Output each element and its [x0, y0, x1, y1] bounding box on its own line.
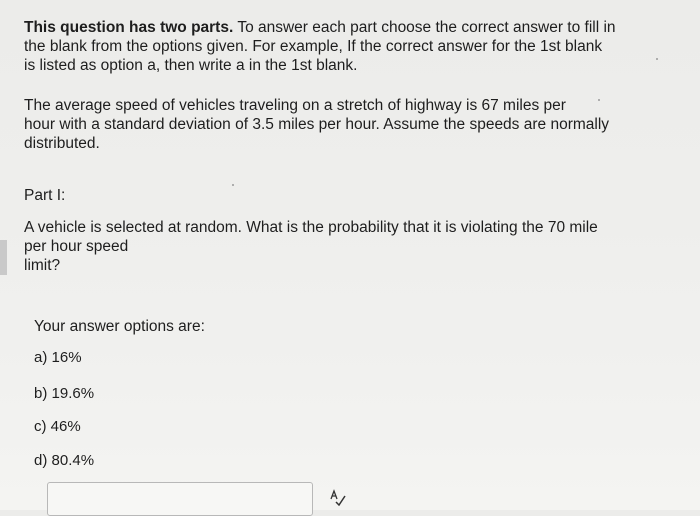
scenario-line-2: hour with a standard deviation of 3.5 miles per hour. Assume the speeds are normally — [24, 116, 610, 133]
answer-input[interactable] — [47, 482, 313, 516]
option-c: c) 46% — [34, 418, 81, 435]
option-b: b) 19.6% — [34, 385, 95, 402]
question-line-1: A vehicle is selected at random. What is the probability that it is violating the 70 mile — [24, 219, 598, 236]
instructions-line-3: is listed as option a, then write a in the 1st blank. — [24, 57, 358, 74]
speck — [232, 184, 234, 186]
instructions-bold-lead: This question has two parts. — [24, 19, 234, 36]
speck — [598, 99, 600, 101]
part-title-text: Part I: — [24, 187, 66, 204]
left-scroll-indicator — [0, 240, 7, 275]
question-line-2: per hour speed — [24, 238, 129, 255]
option-d: d) 80.4% — [34, 452, 95, 469]
instructions-line-1 — [24, 18, 644, 37]
scenario-paragraph — [24, 96, 644, 153]
scenario-line-3: distributed. — [24, 135, 100, 152]
scenario-line-1: The average speed of vehicles traveling on a stretch of highway is 67 miles per — [24, 97, 566, 114]
question-paragraph — [24, 218, 644, 275]
instructions-line-2: the blank from the options given. For example, If the correct answer for the 1st blank — [24, 38, 603, 55]
instructions-paragraph — [24, 18, 644, 75]
options-heading: Your answer options are: — [34, 318, 205, 335]
speck — [656, 58, 658, 60]
question-line-3: limit? — [24, 257, 61, 274]
spellcheck-icon[interactable] — [329, 488, 347, 506]
option-a: a) 16% — [34, 349, 82, 366]
part-title — [24, 186, 644, 205]
instructions-line-1-rest: To answer each part choose the correct answer to fill in — [237, 19, 616, 36]
